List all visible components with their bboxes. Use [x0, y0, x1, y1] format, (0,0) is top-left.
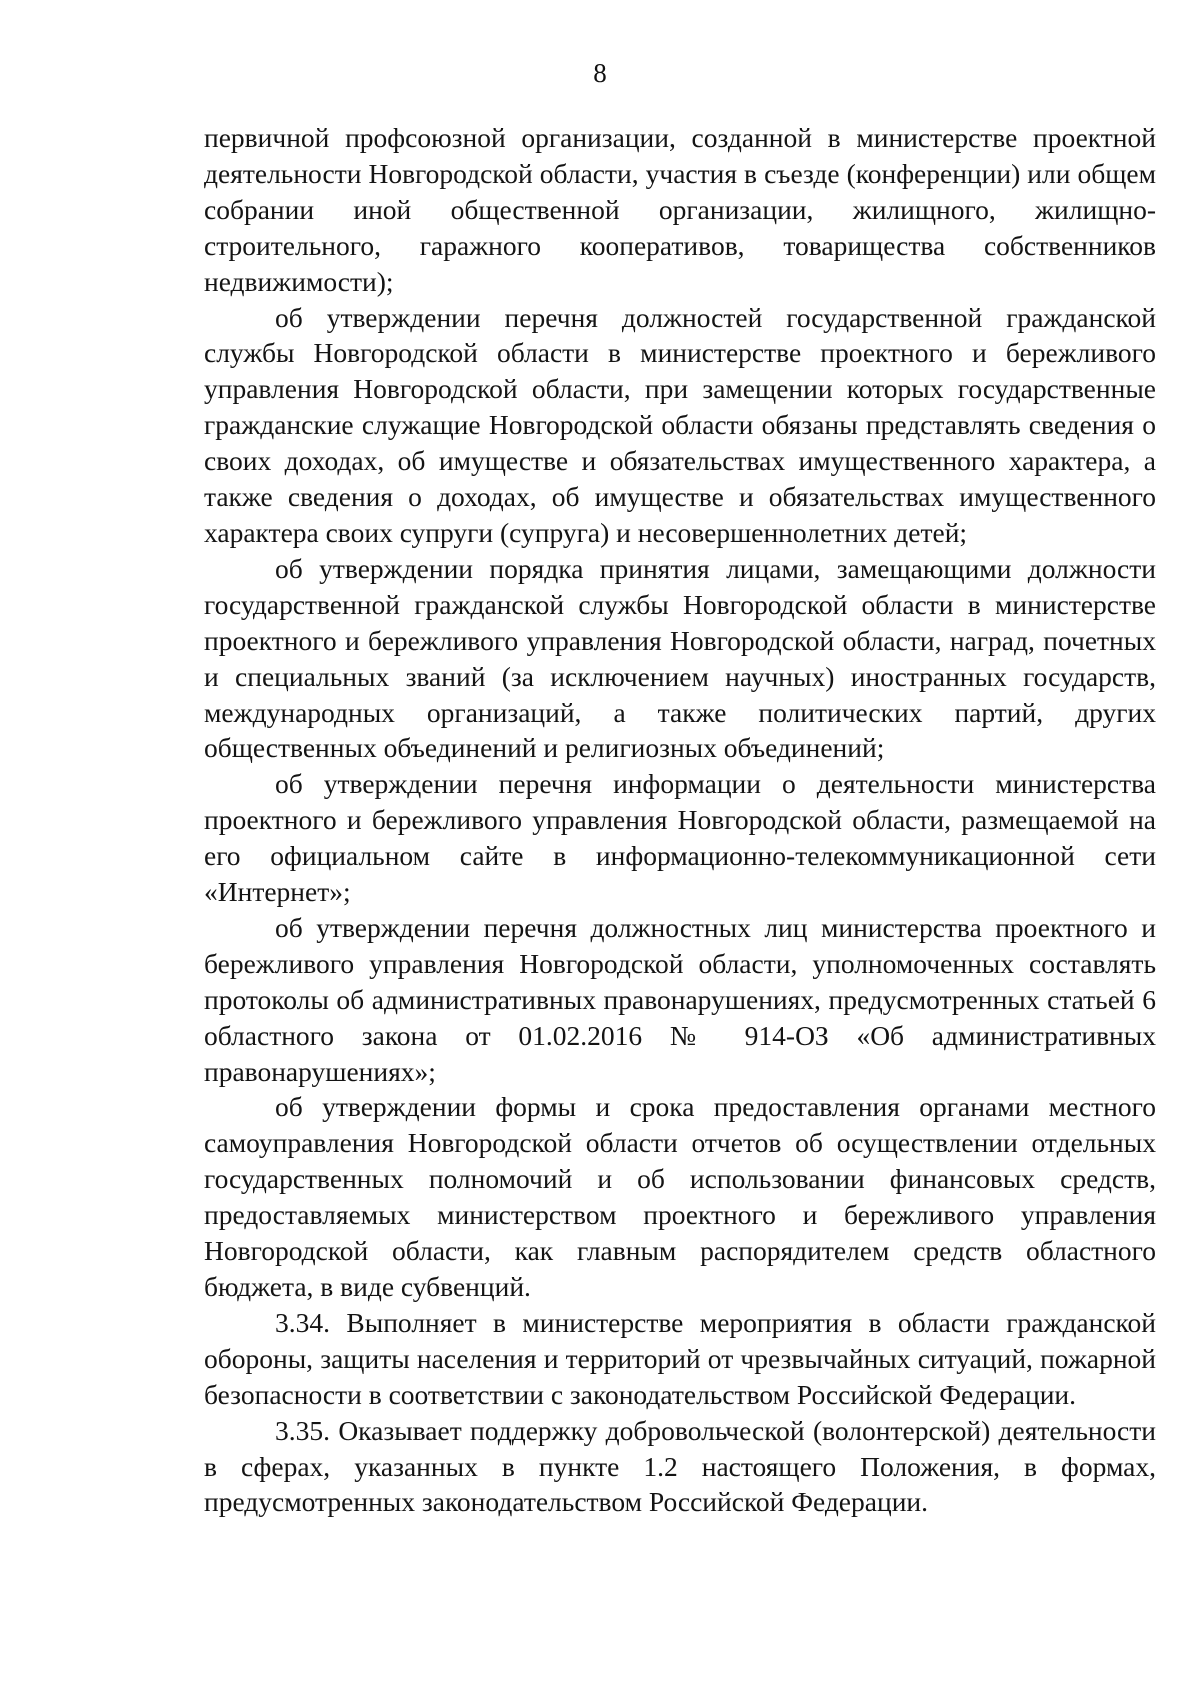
paragraph-positions-list: об утверждении перечня должностей государственной гражданской службы Новгородской области в министерстве проектного и бережливого управления Новгородской области, при замещении которых государственные гражданские служащие Новгородской области обязаны представлять сведения о своих доходах, об имуществе и обязательствах имущественного характера, а также сведения о доходах, об имуществе и обязательствах имущественного характера своих супруги (супруга) и несовершеннолетних детей;: [204, 301, 1156, 548]
paragraph-item-3-34: 3.34. Выполняет в министерстве мероприятия в области гражданской обороны, защиты населения и территорий от чрезвычайных ситуаций, пожарной безопасности в соответствии с законодательством Российской Федерации.: [204, 1306, 1156, 1410]
paragraph-website-info: об утверждении перечня информации о деятельности министерства проектного и бережливого управления Новгородской области, размещаемой на его официальном сайте в информационно-телекоммуникационной сети «Интернет»;: [204, 768, 1156, 908]
document-body: [204, 120, 1156, 1520]
page-number: 8: [593, 58, 607, 88]
paragraph-officials-list: об утверждении перечня должностных лиц министерства проектного и бережливого управления Новгородской области, уполномоченных составлять протоколы об административных правонарушениях, предусмотренных статьей 6 областного закона от 01.02.2016 № 914-ОЗ «Об административных правонарушениях»;: [204, 911, 1156, 1087]
paragraph-item-3-35: 3.35. Оказывает поддержку добровольческой (волонтерской) деятельности в сферах, указанных в пункте 1.2 настоящего Положения, в формах, предусмотренных законодательством Российской Федерации.: [204, 1414, 1156, 1518]
paragraph-continuation: первичной профсоюзной организации, созданной в министерстве проектной деятельности Новгородской области, участия в съезде (конференции) или общем собрании иной общественной организации, жилищного, жилищно-строительного, гаражного кооперативов, товарищества собственников недвижимости);: [204, 122, 1156, 297]
paragraph-reporting-form: об утверждении формы и срока предоставления органами местного самоуправления Новгородской области отчетов об осуществлении отдельных государственных полномочий и об использовании финансовых средств, предоставляемых министерством проектного и бережливого управления Новгородской области, как главным распорядителем средств областного бюджета, в виде субвенций.: [204, 1091, 1156, 1302]
paragraph-awards-order: об утверждении порядка принятия лицами, замещающими должности государственной гражданской службы Новгородской области в министерстве проектного и бережливого управления Новгородской области, наград, почетных и специальных званий (за исключением научных) иностранных государств, международных организаций, а также политических партий, других общественных объединений и религиозных объединений;: [204, 552, 1156, 764]
